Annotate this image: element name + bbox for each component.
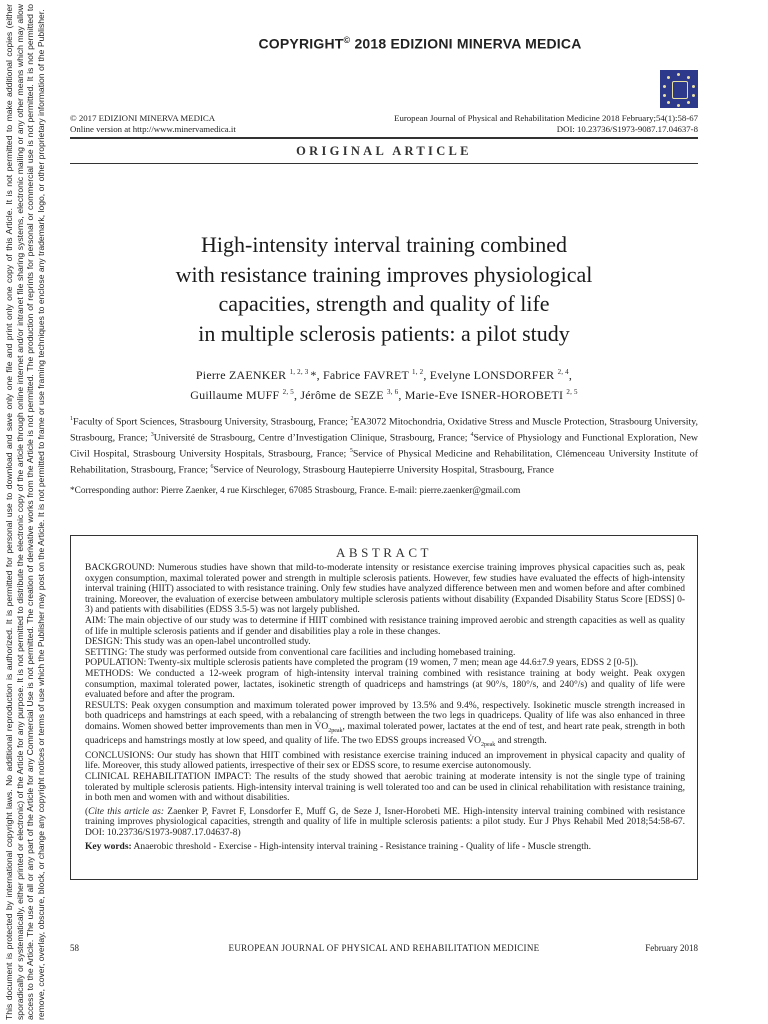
copyright-sidebar bbox=[0, 0, 62, 1024]
author-line: Pierre ZAENKER $^{1, 2, 3}$ *, Fabrice FAVRET $^{1, 2}$, Evelyne LONSDORFER $^{2, 4}$, bbox=[195, 368, 573, 382]
title-line: with resistance training improves physiological bbox=[175, 261, 593, 287]
section-label: ORIGINAL ARTICLE bbox=[296, 144, 472, 158]
abstract-population: POPULATION: Twenty-six multiple sclerosis patients have completed the program (19 women, 7 men; mean age 44.6±7.9 years, EDSS 2 [0-5]). bbox=[85, 658, 639, 669]
copyright-symbol: © bbox=[343, 35, 351, 45]
author-affiliation: 3, 6 bbox=[387, 388, 399, 396]
affiliation-number: 3 bbox=[150, 431, 154, 438]
author-list bbox=[100, 364, 668, 404]
author-affiliation: 2, 5 bbox=[282, 388, 294, 396]
corresponding-mark: * bbox=[310, 368, 317, 382]
abstract-clinical-impact: CLINICAL REHABILITATION IMPACT: The results of the study showed that aerobic training at moderate intensity is not the single type of training tolerated by multiple sclerosis patients. High-intensity interval training is well tolerated too and can be used in clinical rehabilitation with resistance training, in both men and women with and without disabilities. bbox=[85, 772, 685, 804]
cite-text: Zaenker P, Favret F, Lonsdorfer E, Muff G, de Seze J, Isner-Horobeti ME. High-intensity interval training combined with resistance training improves physiological capacities, strength and quality of life in multiple sclerosis patients: a pilot study. Eur J Phys Rehabil Med 2018;54:58-67. DOI: 10.23736/S1973-9087.17.04637-8) bbox=[85, 806, 685, 839]
author-name: Guillaume MUFF bbox=[190, 388, 280, 402]
results-text: RESULTS: Peak oxygen consumption and maximum tolerated power improved by 13.5% and 9.4%, respectively. Isokinetic muscle strength increased in both quadriceps and hamstrings at each speed, with a rebalancing of strength between the two legs in quadriceps. Quality of life was also enhanced in three domains. Women showed better improvements than men in V̇O bbox=[85, 700, 685, 732]
publisher-copyright: © 2017 EDIZIONI MINERVA MEDICA bbox=[70, 113, 216, 123]
journal-logo-icon bbox=[660, 70, 698, 108]
author-affiliation: 2, 4 bbox=[557, 368, 569, 376]
vo2peak-subscript: 2peak bbox=[328, 727, 343, 734]
journal-header bbox=[394, 113, 698, 134]
journal-citation: European Journal of Physical and Rehabilitation Medicine 2018 February;54(1):58-67 bbox=[394, 113, 698, 123]
header-rule-top bbox=[70, 137, 698, 139]
author-name: Evelyne LONSDORFER bbox=[429, 368, 555, 382]
affiliation-text: Service of Physical Medicine and Rehabilitation, Clémenceau University Institute of Rehabilitation, Strasbourg, France; bbox=[70, 448, 698, 475]
affiliation-number: 4 bbox=[470, 431, 474, 438]
author-name: Pierre ZAENKER bbox=[195, 368, 287, 382]
abstract-body bbox=[85, 563, 685, 852]
page-number: 58 bbox=[70, 943, 79, 953]
affiliation-text: Service of Neurology, Strasbourg Hautepierre University Hospital, Strasbourg, France bbox=[213, 463, 554, 475]
cite-this-article bbox=[85, 807, 685, 839]
abstract-methods: METHODS: We conducted a 12-week program of high-intensity interval training combined with resistance training at body weight. Peak oxygen consumption, maximal tolerated power, lactates, isokinetic strength of quadriceps and hamstrings (at 90°/s, 180°/s, and 240°/s) and quality of life were evaluated before and after the program. bbox=[85, 668, 685, 701]
abstract-design: DESIGN: This study was an open-label uncontrolled study. bbox=[85, 637, 311, 648]
doi: DOI: 10.23736/S1973-9087.17.04637-8 bbox=[556, 123, 698, 134]
affiliation-text: Université de Strasbourg, Centre d’Investigation Clinique, Strasbourg, France; bbox=[153, 432, 471, 444]
copyright-banner bbox=[210, 35, 630, 52]
affiliation-number: 2 bbox=[350, 416, 354, 422]
footer-date: February 2018 bbox=[645, 943, 698, 953]
abstract-background: BACKGROUND: Numerous studies have shown that mild-to-moderate intensity or resistance exercise training improves physical capacities such as, peak oxygen consumption, maximal tolerated power and strength in multiple sclerosis patients. However, few studies have evaluated the effects of high-intensity interval training (HIIT) associated to with resistance training. Only few studies have analyzed difference between men and women before and after combined training. Moreover, the evaluation of exercise between ambulatory multiple sclerosis patients without disability (Expanded Disability Status Score [EDSS] 0-3) and patients with disabilities (EDSS 3.5-5) was not largely published. bbox=[85, 563, 685, 616]
results-text: , maximal tolerated power, lactates at the end of test, and heart rate peak, strength in both quadriceps and hamstrings mostly at low speed, and quality of life. The two EDSS groups increased V̇O bbox=[85, 721, 686, 747]
copyright-notice-text: This document is protected by international copyright laws. No additional reproduction is authorized. It is permitted for personal use to download and save only one file and print only one copy of this Article. It is not permitted to make additional copies (either sporadically or systematically, either printed or electronic) of the Article for any purpose. It is not permitted to distribute the electronic copy of the article through online internet and/or intranet file sharing systems, electronic mailing or any other means which may allow access to the Article. The use of all or any part of the Article for any Commercial Use is not permitted. The creation of derivative works from the Article is not permitted. The production of reprints for personal or commercial use is not permitted. It is not permitted to remove, cover, overlay, obscure, block, or change any copyright notices or terms of use which the Publisher may post on the Article. It is not permitted to frame or use framing techniques to enclose any trademark, logo, or other proprietary information of the Publisher. bbox=[4, 4, 46, 1020]
author-affiliation: 2, 5 bbox=[566, 388, 578, 396]
title-line: High-intensity interval training combined bbox=[201, 232, 567, 257]
affiliation-number: 6 bbox=[210, 463, 214, 470]
author-name: Jérôme de SEZE bbox=[300, 388, 384, 402]
title-line: in multiple sclerosis patients: a pilot study bbox=[198, 320, 570, 346]
article-title bbox=[100, 230, 668, 348]
corresponding-author: *Corresponding author: Pierre Zaenker, 4 rue Kirschleger, 67085 Strasbourg, France. E-mail: pierre.zaenker@gmail.com bbox=[70, 486, 521, 496]
author-name: Fabrice FAVRET bbox=[323, 368, 409, 382]
affiliation-text: Faculty of Sport Sciences, Strasbourg University, Strasbourg, France; bbox=[73, 416, 351, 428]
abstract-aim: AIM: The main objective of our study was to determine if HIIT combined with resistance training improved aerobic and strength capacities as well as quality of life in multiple sclerosis patients and if gender and disabilities play a role in these changes. bbox=[85, 615, 685, 637]
cite-prefix: ( bbox=[85, 806, 89, 817]
author-affiliation: 1, 2, 3 bbox=[289, 368, 311, 376]
author-affiliation: 1, 2 bbox=[412, 368, 424, 376]
affiliation-number: 5 bbox=[349, 447, 353, 454]
affiliation-number: 1 bbox=[70, 416, 73, 422]
abstract-results bbox=[85, 701, 685, 751]
affiliation-text: EA3072 Mitochondria, Oxidative Stress and Muscle Protection, Strasbourg University, Strasbourg, France; bbox=[70, 416, 699, 444]
footer-journal-name: EUROPEAN JOURNAL OF PHYSICAL AND REHABILITATION MEDICINE bbox=[228, 943, 540, 953]
cite-label: Cite this article as: bbox=[88, 806, 165, 817]
abstract-conclusions: CONCLUSIONS: Our study has shown that HIIT combined with resistance exercise training induced an improvement in physical capacity and quality of life. Moreover, this study allowed patients, irrespective of their sex or EDSS score, to resume exercise autonomously. bbox=[85, 750, 685, 772]
abstract-setting: SETTING: The study was performed outside from conventional care facilities and including homebased training. bbox=[85, 647, 516, 658]
vo2peak-subscript: 2peak bbox=[480, 742, 496, 749]
key-words bbox=[85, 842, 685, 853]
key-words-label: Key words: bbox=[85, 841, 132, 852]
abstract-heading: ABSTRACT bbox=[336, 545, 432, 560]
online-version-link: Online version at http://www.minervamedica.it bbox=[70, 123, 236, 134]
results-text: and strength. bbox=[495, 736, 547, 747]
abstract-box bbox=[70, 535, 698, 880]
key-words-text: Anaerobic threshold - Exercise - High-intensity interval training - Resistance training - Quality of life - Muscle strength. bbox=[131, 841, 592, 852]
title-line: capacities, strength and quality of life bbox=[218, 291, 550, 316]
author-name: Marie-Eve ISNER-HOROBETI bbox=[404, 388, 564, 402]
affiliations bbox=[70, 413, 698, 477]
header-rule-bottom bbox=[70, 163, 698, 164]
publisher-header bbox=[70, 113, 236, 134]
copyright-suffix: 2018 EDIZIONI MINERVA MEDICA bbox=[350, 35, 582, 52]
copyright-prefix: COPYRIGHT bbox=[258, 35, 344, 52]
affiliation-text: Service of Physiology and Functional Exploration, New Civil Hospital, Strasbourg University Hospitals, Strasbourg, France; bbox=[70, 432, 698, 460]
author-line: Guillaume MUFF $^{2, 5}$, Jérôme de SEZE $^{3, 6}$, Marie-Eve ISNER-HOROBETI $^{2, 5}$ bbox=[190, 388, 578, 402]
